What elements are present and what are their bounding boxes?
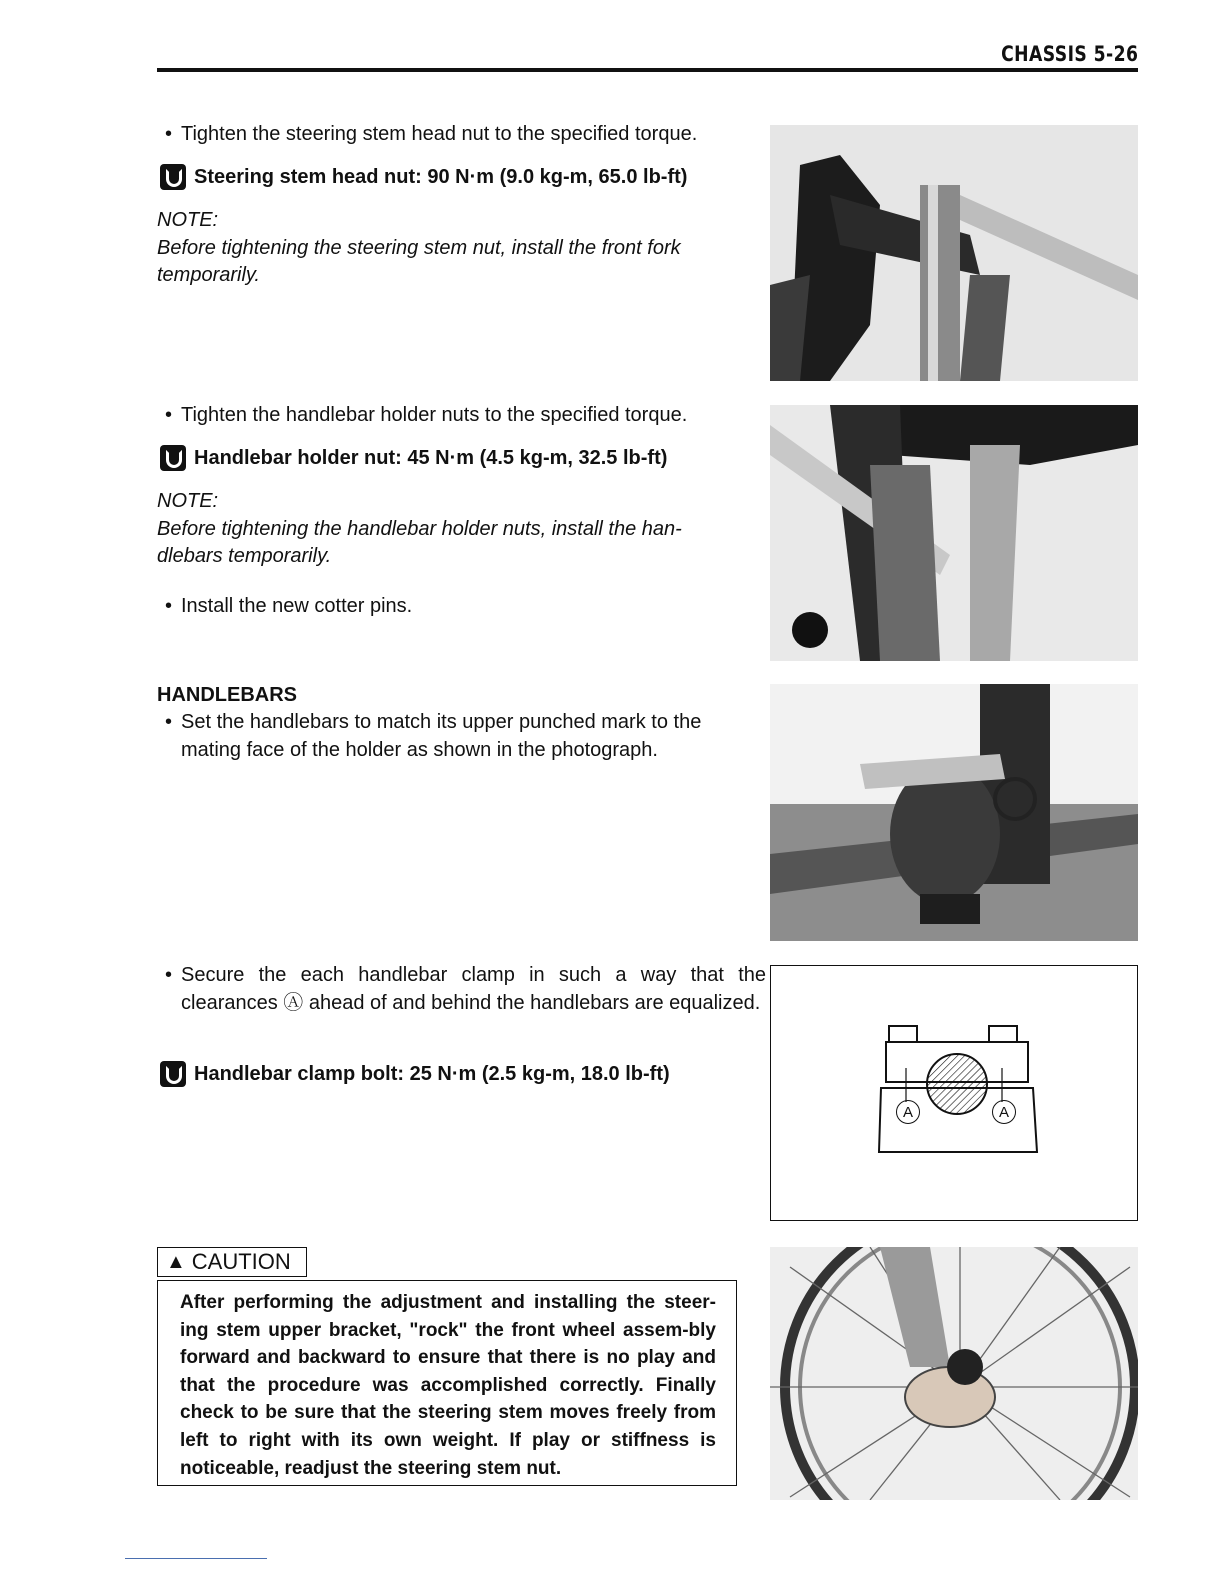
warning-triangle-icon: ▲ bbox=[166, 1250, 186, 1273]
torque-wrench-icon bbox=[160, 164, 186, 190]
caution-label-text: CAUTION bbox=[191, 1249, 291, 1274]
clearance-label-left: A bbox=[896, 1100, 920, 1124]
caution-label bbox=[157, 1247, 307, 1277]
handlebar-punch-mark-photo bbox=[770, 684, 1138, 941]
torque-wrench-icon bbox=[160, 1061, 186, 1087]
caution-box bbox=[157, 1280, 737, 1486]
footer-rule bbox=[125, 1558, 267, 1559]
step2-bullet-cotter-pins: • Install the new cotter pins. bbox=[157, 592, 766, 620]
front-wheel-illustration bbox=[770, 1247, 1138, 1500]
handlebars-bullet: • Set the handlebars to match its upper punched mark to the mating face of the holder as shown in the photograph. bbox=[157, 708, 766, 764]
steering-stem-illustration bbox=[770, 125, 1138, 381]
handlebar-clamp-diagram bbox=[770, 965, 1138, 1221]
clamp-diagram-drawing bbox=[771, 966, 1136, 1219]
page-header-title: CHASSIS 5-26 bbox=[1000, 42, 1138, 66]
step1-bullet: • Tighten the steering stem head nut to the specified torque. bbox=[157, 120, 766, 148]
torque-wrench-icon bbox=[160, 445, 186, 471]
step2-note-label: NOTE: bbox=[157, 490, 219, 512]
section-heading-handlebars: HANDLEBARS bbox=[157, 684, 297, 706]
step2-bullet: • Tighten the handlebar holder nuts to the specified torque. bbox=[157, 401, 766, 429]
handlebar-holder-illustration bbox=[770, 405, 1138, 661]
step1-note-label: NOTE: bbox=[157, 209, 219, 231]
front-wheel-rock-photo bbox=[770, 1247, 1138, 1500]
step3-bullet: • Secure the each handlebar clamp in such a way that the clearances Ⓐ ahead of and behind the handlebars are equalized. bbox=[157, 961, 766, 1017]
handlebar-punch-mark-illustration bbox=[770, 684, 1138, 941]
steering-stem-photo bbox=[770, 125, 1138, 381]
header-rule bbox=[157, 68, 1138, 72]
step1-note-text: Before tightening the steering stem nut, install the front fork temporarily. bbox=[157, 237, 681, 286]
step3-spec-text: Handlebar clamp bolt: 25 N·m (2.5 kg-m, 18.0 lb-ft) bbox=[194, 1062, 670, 1085]
step2-spec-text: Handlebar holder nut: 45 N·m (4.5 kg-m, 32.5 lb-ft) bbox=[194, 446, 668, 469]
step3-spec bbox=[160, 1061, 750, 1087]
handlebar-holder-photo bbox=[770, 405, 1138, 661]
caution-text: After performing the adjustment and installing the steer-ing stem upper bracket, "rock" the front wheel assem-bly forward and backward to ensure that there is no play and that the procedure was accomplished correctly. Finally check to be sure that the steering stem moves freely from left to right with its own weight. If play or stiffness is noticeable, readjust the steering stem nut. bbox=[180, 1292, 716, 1479]
step1-spec-text: Steering stem head nut: 90 N·m (9.0 kg-m, 65.0 lb-ft) bbox=[194, 165, 688, 188]
step2-note-text: Before tightening the handlebar holder nuts, install the han-dlebars temporarily. bbox=[157, 518, 682, 567]
step1-spec bbox=[160, 164, 750, 190]
step2-spec bbox=[160, 445, 750, 471]
clearance-label-right: A bbox=[992, 1100, 1016, 1124]
